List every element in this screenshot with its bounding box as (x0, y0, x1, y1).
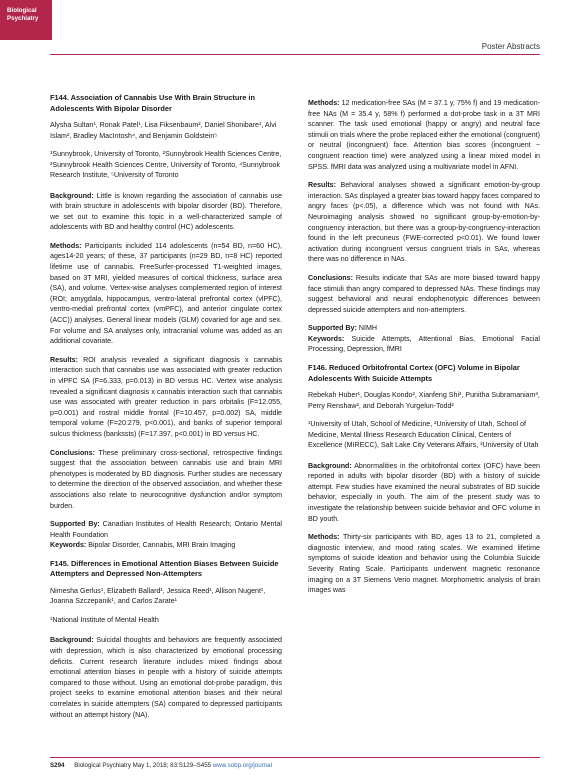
affiliations-f144: ¹Sunnybrook, University of Toronto, ²Sunnybrook Health Sciences Centre, ³Sunnybrook Health Sciences Centre, University of Toronto, ⁴Sunnybrook Research Institute, ⁵University of Toronto (50, 150, 282, 179)
methods-f145 (308, 98, 540, 172)
text: NIMH (356, 324, 377, 333)
journal-url[interactable]: www.sobp.org/journal (212, 762, 272, 769)
background-f144 (50, 191, 282, 233)
label: Keywords: (308, 334, 345, 343)
text: ROI analysis revealed a significant diagnosis x cannabis interaction such that cannabis use was associated with greater reduction in vlPFC SA (F=6.333, p=0.013) in BD versus HC. Vertex wise analysis revealed a significant diagnosis x cannabis interaction such that cannabis use was associated with greater reduction in pars orbitalis (F=12.055, p=0.001) and rostral middle frontal (F=10.457, p=0.002) SA, middle temporal volume (F=20.279, p<0.001), and banks of superior temporal sulcus thickness (bankssts) (F=17.397, p<0.001) in BD versus HC. (50, 355, 282, 438)
keywords-f144 (50, 540, 282, 551)
background-f145 (50, 635, 282, 720)
keywords-f145 (308, 334, 540, 355)
text: Participants included 114 adolescents (n=54 BD, n=60 HC), ages14-20 years; of these, 37 participants (n=29 BD, n=8 HC) reported lifetime use of cannabis. FreeSurfer-processed T1-weighted images, based on 3T MRI, yielded measures of cortical thickness, surface area (SA), and volume. Vertex-wise analyses complemented region of interest (ROI; amygdala, hippocampus, ventro-lateral prefrontal cortex (vlPFC), ventro-medial prefrontal cortex (vmPFC), and anterior cingulate cortex (ACC)) analyses. General linear models (GLM) covaried for age and sex. For volume and SA analyses only, intracranial volume was added as an additional covariate. (50, 241, 282, 346)
text: Little is known regarding the association of cannabis use with brain structure in adolescents with bipolar disorder (BD). Therefore, we set out to examine this topic in a well-characterized sample of adolescents with BD and healthy control (HC) adolescents. (50, 191, 282, 232)
label: Conclusions: (50, 448, 95, 457)
methods-f144 (50, 241, 282, 347)
left-column (50, 93, 282, 728)
affiliations-f145: ¹National Institute of Mental Health (50, 615, 159, 624)
conclusions-f144 (50, 448, 282, 512)
text: Suicidal thoughts and behaviors are frequently associated with depression, which is also characterized by emotional processing deficits. Current research literature includes mixed findings about emotional attention biases in people with a history of suicide attempts compared to those without. Using an emotional dot-probe paradigm, this project seeks to examine emotional attention biases and their neural correlates in suicide attempters (SA) compared to depressed participants without an attempt history (NA). (50, 636, 282, 719)
text: 12 medication-free SAs (M = 37.1 y, 75% f) and 19 medication-free NAs (M = 35.4 y, 58% f) performed a dot-probe task in a 3T MRI scanner. The task used emotional (happy or angry) and neutral face stimuli on trials where the probe replaced either the emotional (congruent) or neutral (incongruent) face. Attention bias scores (incongruent − congruent reaction time) were analyzed using a linear mixed model in SPSS. fMRI data was analyzed using a multivariate model in AFNI. (308, 99, 540, 171)
results-f145 (308, 180, 540, 265)
label: Background: (50, 191, 94, 200)
journal-citation: Biological Psychiatry May 1, 2018; 83:S129–S455 (74, 762, 212, 769)
section-title: Poster Abstracts (481, 42, 540, 51)
text: Suicide Attempts, Attentional Bias, Emotional Facial Processing, Depression, fMRI (308, 334, 540, 354)
text: Abnormalities in the orbitofrontal cortex (OFC) have been reported in adults with bipolar disorder (BD) with a history of suicide attempt. Few studies have examined the neural substrates of BD suicide behavior, especially in youth. The aim of the present study was to investigate the relationship between suicide behavior and OFC volume in BD youth. (308, 461, 540, 523)
authors-f146: Rebekah Huber¹, Douglas Kondo², Xianfeng Shi³, Punitha Subramaniam³, Perry Renshaw², and Deborah Yurgelun-Todd² (308, 391, 540, 410)
authors-f144: Alysha Sultan¹, Ronak Patel¹, Lisa Fiksenbaum², Daniel Shonibare¹, Alvi Islam², Bradley MacIntosh⁴, and Benjamin Goldstein⁵ (50, 121, 277, 140)
label: Results: (50, 355, 78, 364)
results-f144 (50, 355, 282, 440)
label: Background: (50, 636, 94, 645)
label: Conclusions: (308, 273, 353, 282)
supported-f144 (50, 519, 282, 540)
page-number: S294 (50, 762, 65, 769)
abstract-title-f145: F145. Differences in Emotional Attention Biases Between Suicide Attempters and Depressed Non-Attempters (50, 558, 279, 579)
conclusions-f145 (308, 273, 540, 315)
supported-f145 (308, 323, 540, 334)
footer-divider (50, 757, 540, 758)
text: Thirty-six participants with BD, ages 13 to 21, completed a diagnostic interview, and mood rating scales. We examined lifetime symptoms of suicide ideation and behavior using the Columbia Suicide Severity Rating Scale. Participants underwent magnetic resonance imaging on a 3T Siemens Verio magnet. Morphometric analysis of brain images was (308, 533, 540, 595)
logo-line2: Psychiatry (7, 14, 39, 22)
text: Canadian Institutes of Health Research; Ontario Mental Health Foundation (50, 520, 282, 539)
label: Background: (308, 461, 352, 470)
label: Methods: (50, 241, 82, 250)
logo-line1: Biological (7, 7, 37, 14)
text: Bipolar Disorder, Cannabis, MRI Brain Imaging (86, 541, 236, 550)
right-column (308, 98, 540, 604)
label: Results: (308, 181, 336, 190)
label: Supported By: (50, 520, 100, 529)
journal-logo (0, 0, 52, 40)
abstract-title-f144: F144. Association of Cannabis Use With Brain Structure in Adolescents With Bipolar Disorder (50, 93, 255, 113)
header-divider (50, 54, 540, 55)
label: Keywords: (50, 541, 87, 550)
methods-f146 (308, 532, 540, 596)
page-footer (50, 762, 272, 769)
label: Supported By: (308, 324, 357, 333)
background-f146 (308, 461, 540, 525)
affiliations-f146: ¹University of Utah, School of Medicine, ²University of Utah, School of Medicine, Mental Illness Research Education Clinical, Centers of Excellence (MIRECC), Salt Lake City Veterans Affairs, ³University of Utah (308, 420, 539, 450)
authors-f145: Nimesha Gerlus¹, Elizabeth Ballard¹, Jessica Reed¹, Allison Nugent¹, Joanna Szczepanik¹, and Carlos Zarate¹ (50, 586, 266, 606)
text: These preliminary cross-sectional, retrospective findings suggest that the association between cannabis use and brain MRI phenotypes is moderated by BD diagnosis. Further studies are necessary to determine the direction of the observed association, and whether these associations also relate to neurocognitive dysfunction and/or symptom burden. (50, 448, 282, 510)
text: Behavioral analyses showed a significant emotion-by-group interaction. SAs displayed a greater bias toward happy faces compared to angry faces (p<.05), a difference which was not found with NAs. Neuroimaging analysis showed no significant group-by-emotion-by-congruency interaction, but there was a group-by-congruency-interaction found in the left precuneus (FWE-corrected p<0.01). We found lower activation during incongruent versus congruent trials in SAs, whereas there was no difference in NAs. (308, 181, 540, 264)
label: Methods: (308, 533, 340, 542)
label: Methods: (308, 99, 340, 107)
text: Results indicate that SAs are more biased toward happy face stimuli than angry compared to depressed NAs. These findings may suggest behavioral and neural endophenotypic differences between depressed suicide attempters and non-attempters. (308, 273, 540, 314)
abstract-title-f146: F146. Reduced Orbitofrontal Cortex (OFC) Volume in Bipolar Adolescents With Suicide Attempts (308, 363, 520, 383)
